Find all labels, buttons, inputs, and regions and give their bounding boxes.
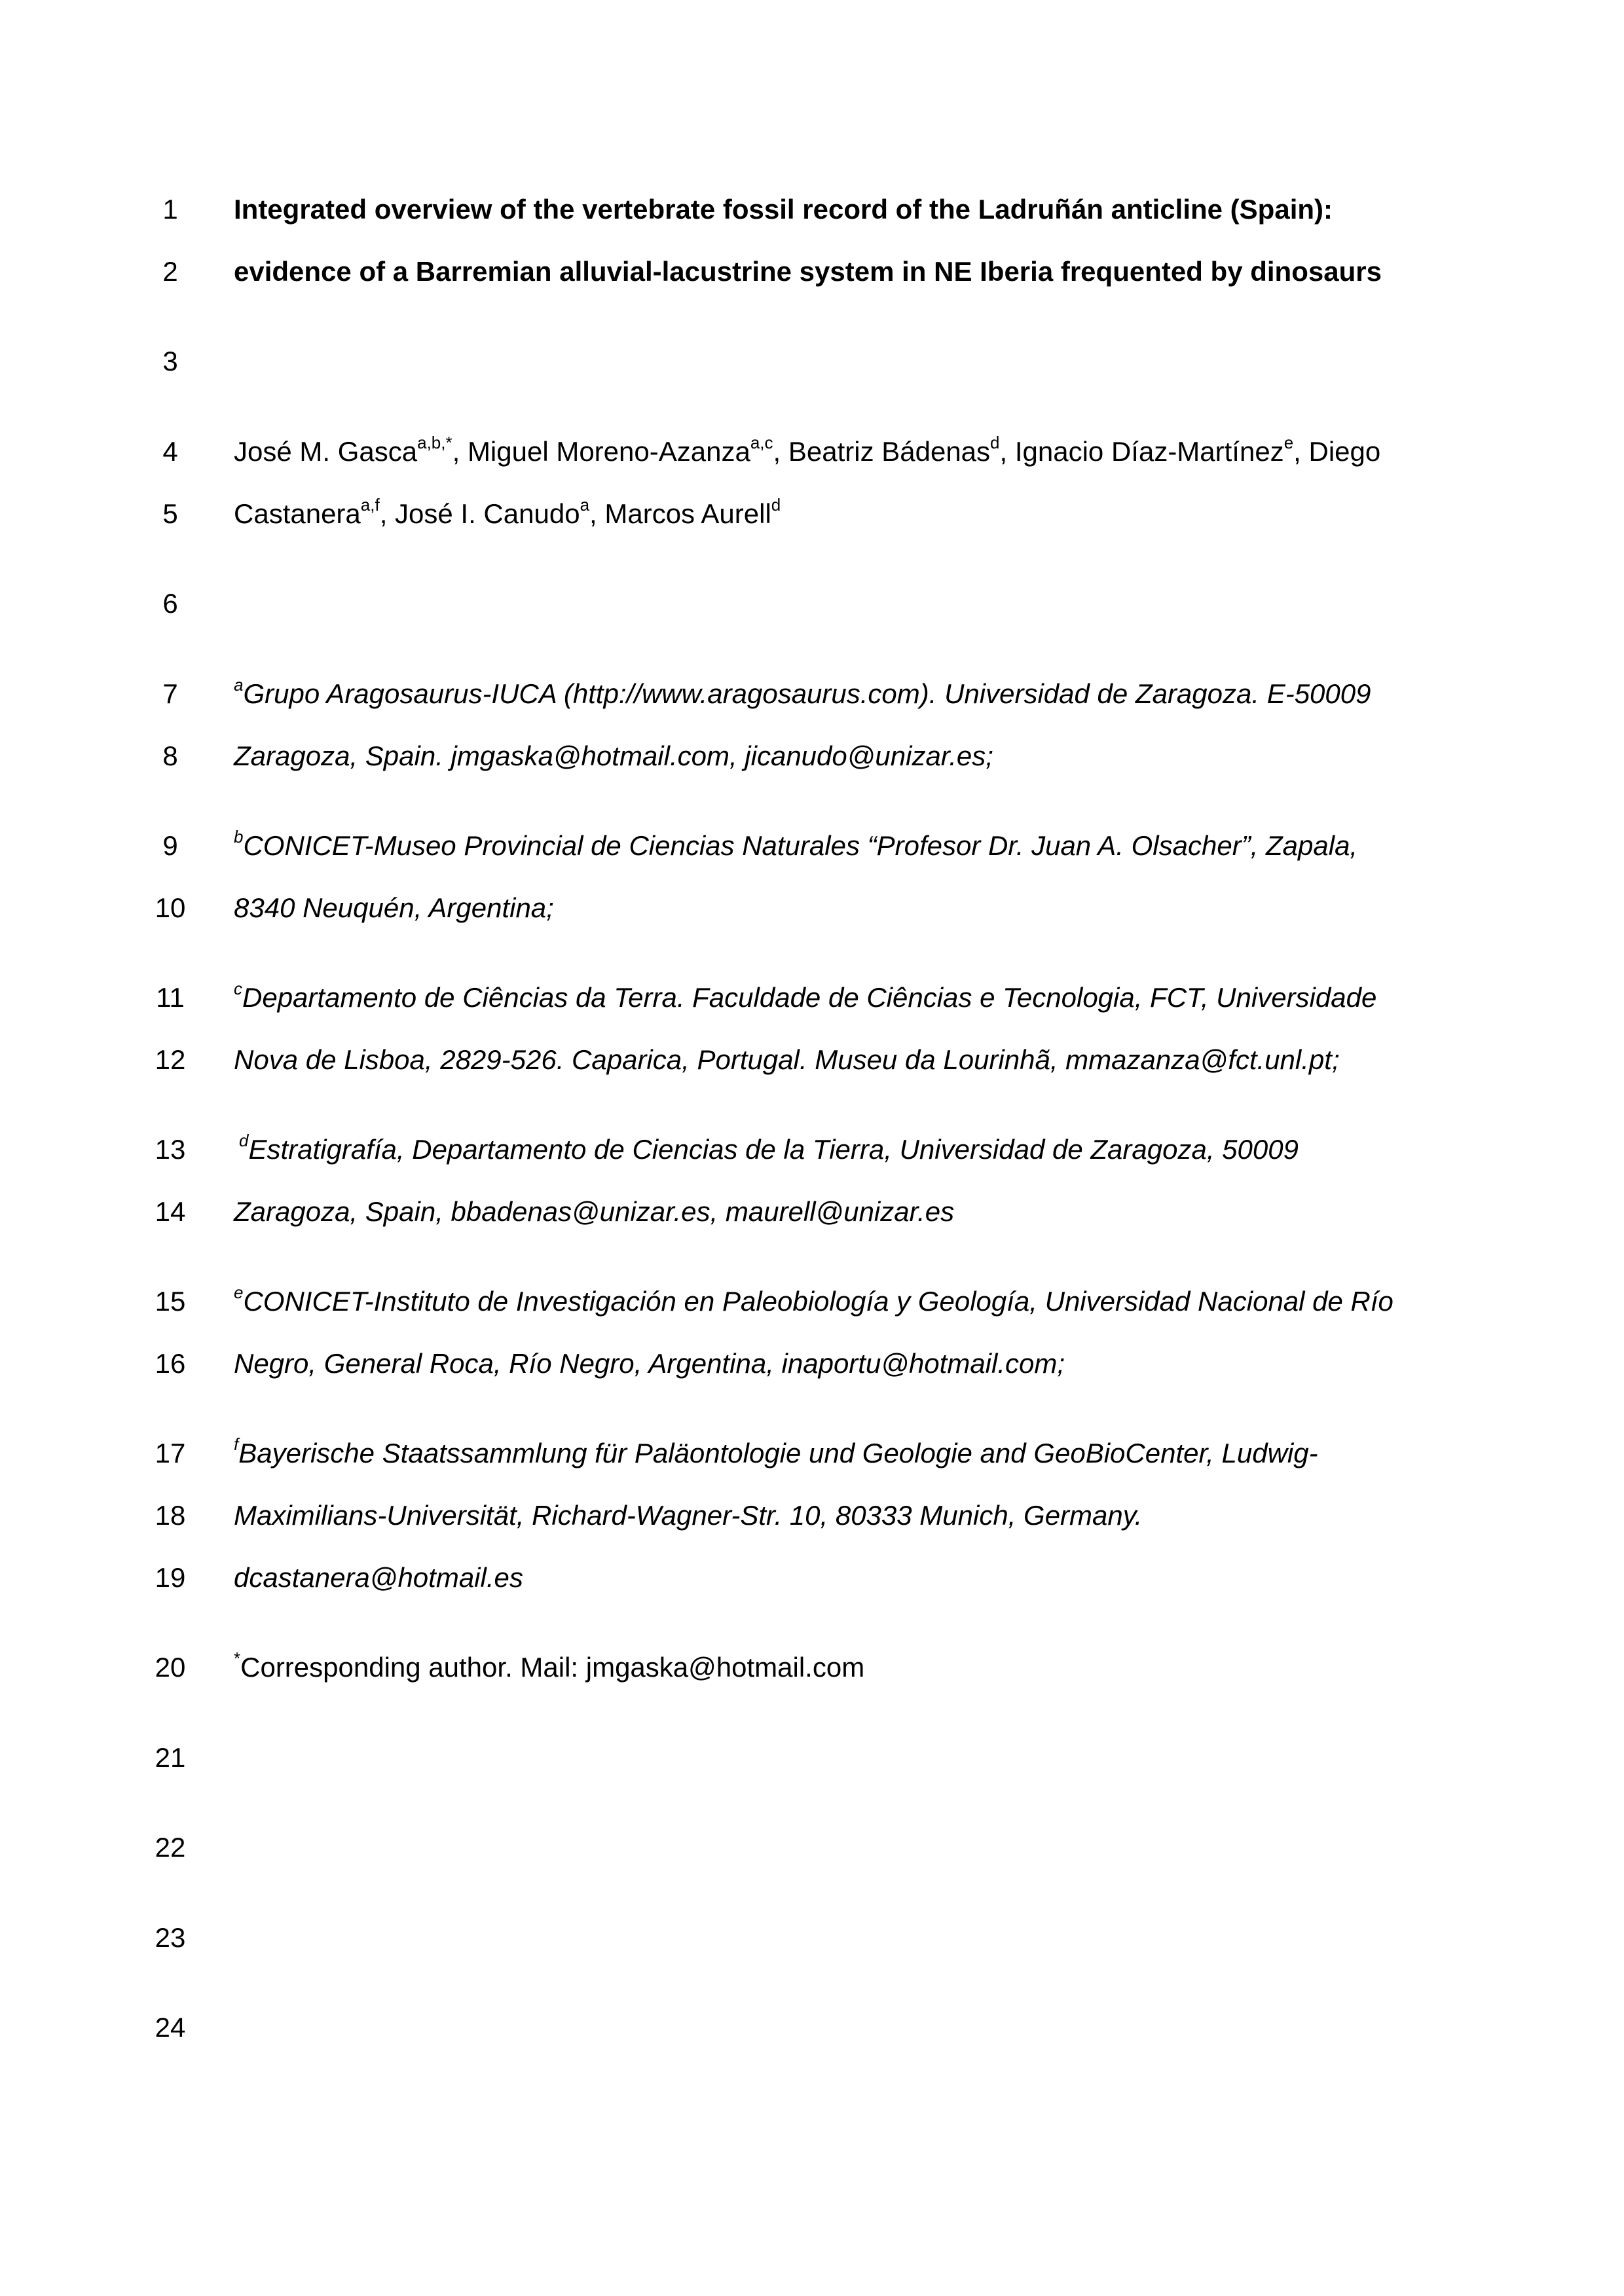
affiliation-d-line-1 bbox=[239, 1133, 1516, 1166]
line-number: 13 bbox=[155, 1134, 186, 1165]
author-affiliation-mark: a,f bbox=[360, 495, 380, 515]
author-affiliation-mark: e bbox=[1283, 433, 1294, 452]
affiliation-c-line-2: Nova de Lisboa, 2829-526. Caparica, Portugal. Museu da Lourinhã, mmazanza@fct.unl.pt; bbox=[234, 1044, 1340, 1075]
affiliation-mark: a bbox=[234, 675, 244, 695]
corresponding-author-text: Corresponding author. Mail: jmgaska@hotmail.com bbox=[240, 1652, 865, 1683]
line-number: 10 bbox=[155, 892, 186, 923]
line-number: 8 bbox=[162, 740, 178, 771]
affiliation-b-line-1 bbox=[234, 829, 1511, 862]
affiliation-mark: f bbox=[234, 1434, 239, 1454]
line-number: 18 bbox=[155, 1500, 186, 1531]
affiliation-b-line-2: 8340 Neuquén, Argentina; bbox=[234, 892, 554, 923]
author-name: , Miguel Moreno-Azanza bbox=[452, 436, 750, 467]
affiliation-mark: d bbox=[239, 1131, 249, 1150]
author-name: , Marcos Aurell bbox=[589, 498, 771, 529]
affiliation-mark: e bbox=[234, 1283, 244, 1302]
affiliation-e-line-1 bbox=[234, 1285, 1511, 1318]
line-number: 4 bbox=[162, 436, 178, 467]
affiliation-a-line-1 bbox=[234, 675, 1511, 710]
affiliation-text: CONICET-Museo Provincial de Ciencias Naturales “Profesor Dr. Juan A. Olsacher”, Zapala, bbox=[243, 830, 1358, 861]
line-number: 23 bbox=[155, 1922, 186, 1953]
affiliation-text: Estratigrafía, Departamento de Ciencias de la Tierra, Universidad de Zaragoza, 50009 bbox=[248, 1134, 1299, 1165]
line-number: 19 bbox=[155, 1562, 186, 1593]
line-number: 21 bbox=[155, 1742, 186, 1773]
line-number: 5 bbox=[162, 498, 178, 529]
affiliation-a-line-2: Zaragoza, Spain. jmgaska@hotmail.com, jicanudo@unizar.es; bbox=[234, 740, 993, 771]
author-name: , Ignacio Díaz-Martínez bbox=[999, 436, 1284, 467]
affiliation-text: Bayerische Staatssammlung für Paläontologie und Geologie and GeoBioCenter, Ludwig- bbox=[238, 1438, 1318, 1468]
affiliation-text: CONICET-Instituto de Investigación en Paleobiología y Geología, Universidad Nacional de Río bbox=[243, 1286, 1393, 1317]
line-number: 11 bbox=[156, 982, 185, 1013]
author-name: , José I. Canudo bbox=[379, 498, 580, 529]
corresponding-mark: * bbox=[234, 1649, 241, 1668]
corresponding-author-note bbox=[234, 1651, 1511, 1684]
author-affiliation-mark: a bbox=[580, 495, 590, 515]
line-number: 16 bbox=[155, 1348, 186, 1379]
line-number: 1 bbox=[162, 194, 178, 225]
line-number: 7 bbox=[162, 678, 178, 709]
author-name: , Diego bbox=[1293, 436, 1381, 467]
author-name: José M. Gasca bbox=[234, 436, 418, 467]
line-number: 9 bbox=[162, 830, 178, 861]
affiliation-text: Grupo Aragosaurus-IUCA (http://www.aragosaurus.com). Universidad de Zaragoza. E-50009 bbox=[243, 678, 1371, 709]
author-affiliation-mark: a,b,* bbox=[417, 433, 452, 452]
affiliation-d-line-2: Zaragoza, Spain, bbadenas@unizar.es, maurell@unizar.es bbox=[234, 1196, 955, 1227]
affiliation-e-line-2: Negro, General Roca, Río Negro, Argentina, inaportu@hotmail.com; bbox=[234, 1348, 1065, 1379]
affiliation-f-line-1 bbox=[234, 1434, 1511, 1470]
line-number: 2 bbox=[162, 256, 178, 287]
author-name: , Beatriz Bádenas bbox=[773, 436, 991, 467]
line-number: 17 bbox=[155, 1438, 186, 1468]
line-number: 20 bbox=[155, 1652, 186, 1683]
author-affiliation-mark: a,c bbox=[750, 433, 773, 452]
line-number: 24 bbox=[155, 2012, 186, 2043]
paper-title-line-2: evidence of a Barremian alluvial-lacustrine system in NE Iberia frequented by dinosaurs bbox=[234, 256, 1382, 287]
paper-title-line-1: Integrated overview of the vertebrate fossil record of the Ladruñán anticline (Spain): bbox=[234, 194, 1333, 225]
line-number: 3 bbox=[162, 346, 178, 376]
line-number: 22 bbox=[155, 1832, 186, 1863]
affiliation-f-line-3: dcastanera@hotmail.es bbox=[234, 1562, 523, 1593]
line-number: 15 bbox=[155, 1286, 186, 1317]
author-list-line-1 bbox=[234, 435, 1511, 468]
author-affiliation-mark: d bbox=[771, 495, 781, 515]
line-number: 14 bbox=[155, 1196, 186, 1227]
line-number: 12 bbox=[155, 1044, 186, 1075]
affiliation-text: Departamento de Ciências da Terra. Faculdade de Ciências e Tecnologia, FCT, Universidade bbox=[242, 982, 1377, 1013]
author-affiliation-mark: d bbox=[990, 433, 1000, 452]
affiliation-mark: b bbox=[234, 827, 244, 847]
author-list-line-2 bbox=[234, 495, 1511, 530]
affiliation-c-line-1 bbox=[234, 981, 1511, 1014]
affiliation-f-line-2: Maximilians-Universität, Richard-Wagner-Str. 10, 80333 Munich, Germany. bbox=[234, 1500, 1143, 1531]
author-name: Castanera bbox=[234, 498, 361, 529]
line-number: 6 bbox=[162, 588, 178, 619]
affiliation-mark: c bbox=[234, 979, 242, 998]
